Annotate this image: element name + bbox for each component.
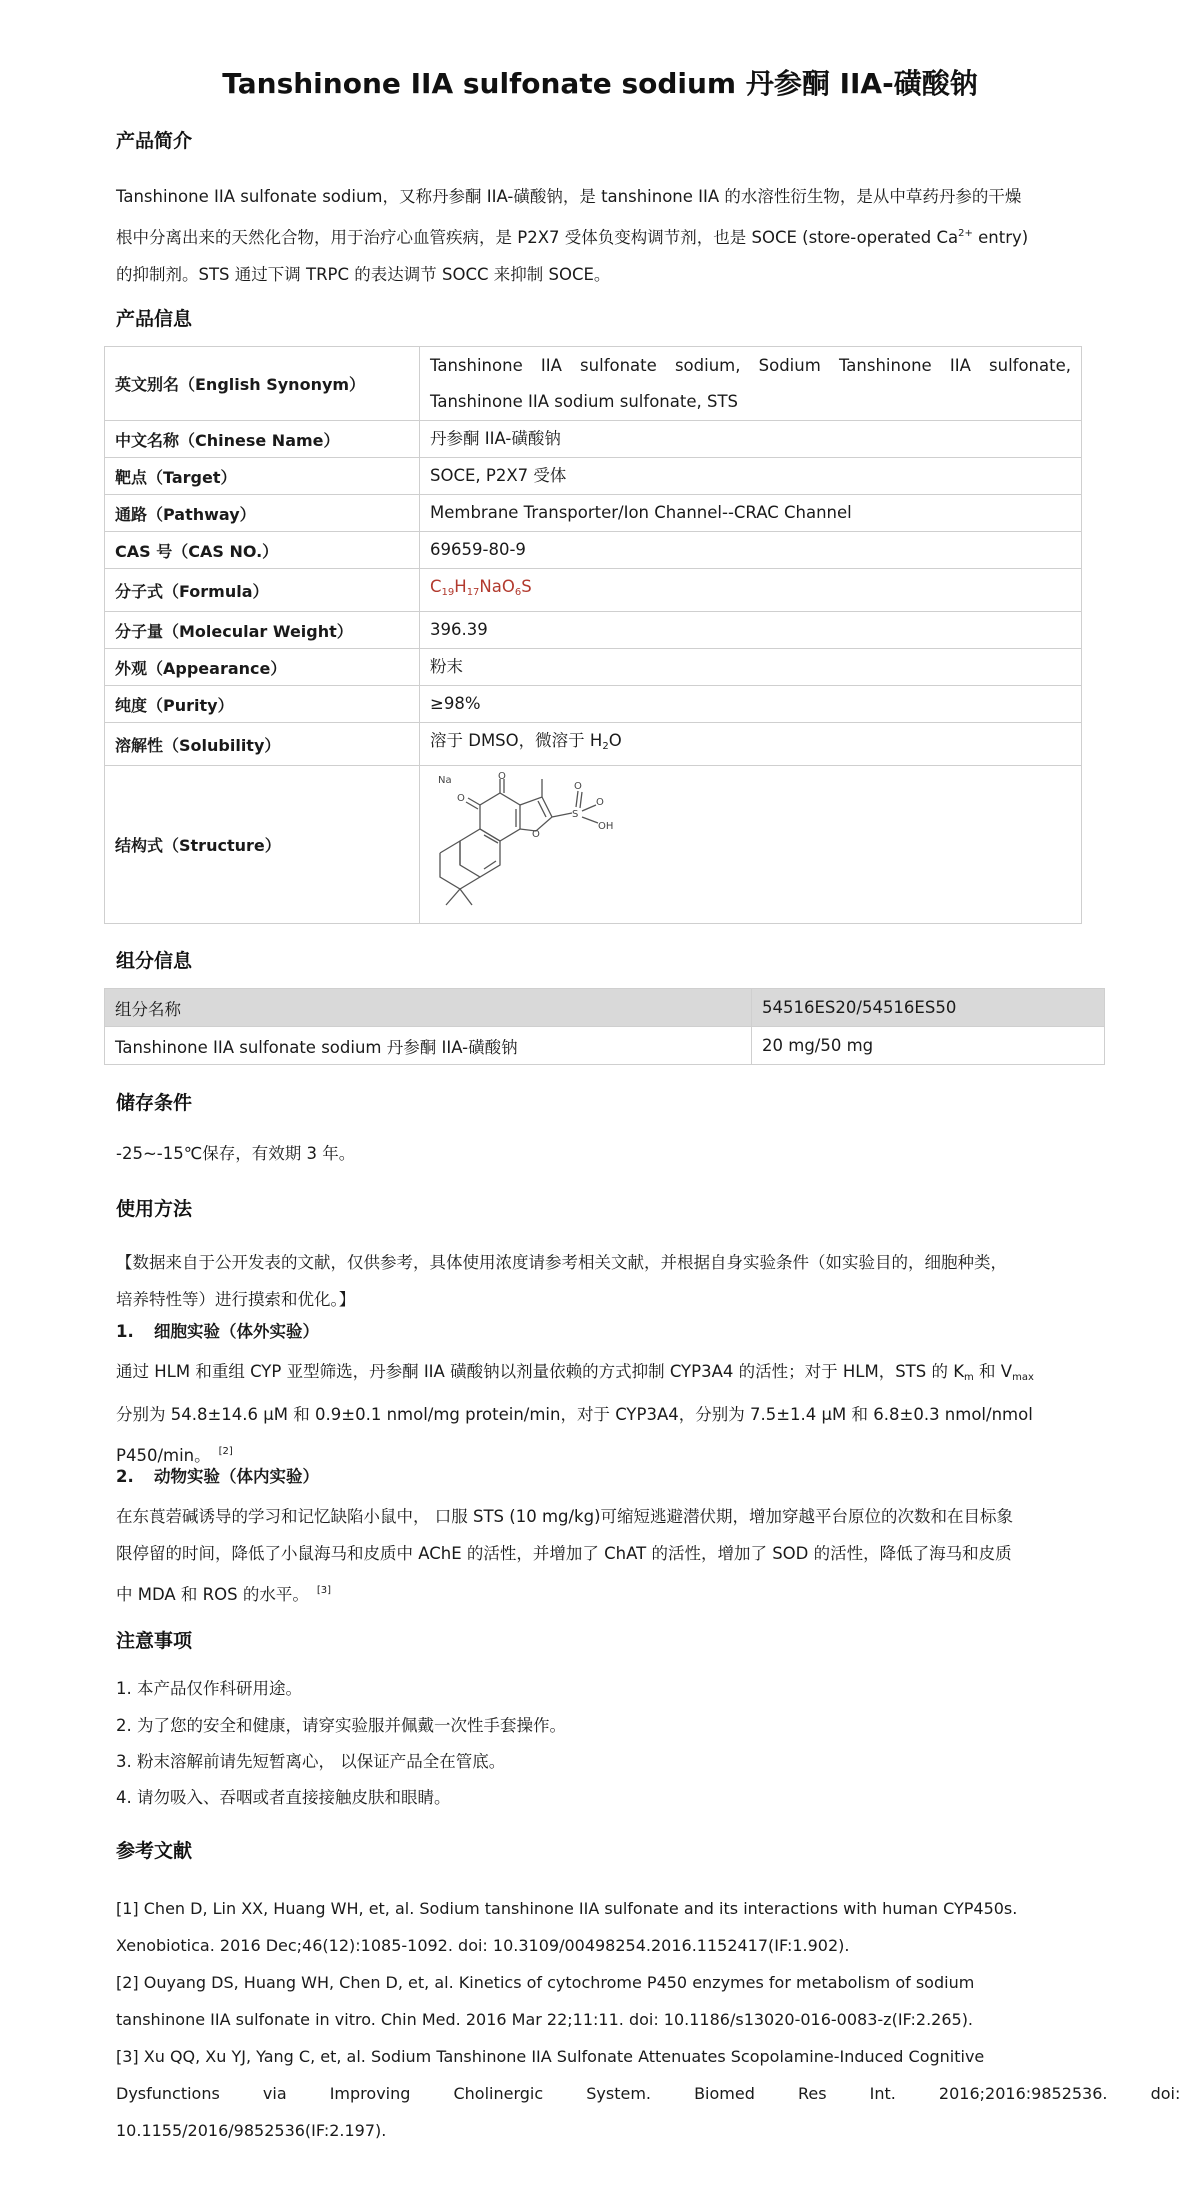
- table-row: [105, 569, 1082, 612]
- info-key: 溶解性（Solubility）: [105, 723, 420, 766]
- table-row: [105, 766, 1082, 924]
- structure-cell: [420, 766, 1082, 924]
- info-value: 69659-80-9: [420, 532, 1082, 569]
- table-row: [105, 532, 1082, 569]
- info-heading: 产品信息: [116, 308, 193, 330]
- storage-text: -25~-15℃保存，有效期 3 年。: [116, 1144, 356, 1163]
- formula-nao: NaO: [479, 577, 515, 596]
- info-key: 靶点（Target）: [105, 458, 420, 495]
- atom-label-oh: OH: [598, 820, 614, 832]
- structure-diagram: [426, 769, 646, 921]
- animal-line-1: 在东莨菪碱诱导的学习和记忆缺陷小鼠中， 口服 STS (10 mg/kg)可缩短逃避潜伏期，增加穿越平台原位的次数和在目标象: [116, 1507, 1014, 1526]
- list-item: 3. 粉末溶解前请先短暂离心， 以保证产品全在管底。: [116, 1752, 506, 1771]
- intro-line-1: Tanshinone IIA sulfonate sodium，又称丹参酮 IIA-磺酸钠，是 tanshinone IIA 的水溶性衍生物，是从中草药丹参的干燥: [116, 187, 1022, 206]
- intro-line-2-text: 根中分离出来的天然化合物，用于治疗心血管疾病，是 P2X7 受体负变构调节剂，也是 SOCE (store-operated Ca: [116, 228, 959, 247]
- info-key: 外观（Appearance）: [105, 649, 420, 686]
- intro-line-2: [116, 215, 1092, 256]
- synonym-line-1: Tanshinone IIA sulfonate sodium, Sodium Tanshinone IIA sulfonate,: [430, 355, 1071, 375]
- info-key: 分子式（Formula）: [105, 569, 420, 612]
- reference-1-line-1: [1] Chen D, Lin XX, Huang WH, et, al. Sodium tanshinone IIA sulfonate and its interactions with human CYP450s.: [116, 1899, 1018, 1918]
- formula-value: [420, 569, 1082, 612]
- animal-line-3: [116, 1572, 1092, 1613]
- table-row: [105, 686, 1082, 723]
- table-row: [105, 458, 1082, 495]
- cell-line-1-text: 通过 HLM 和重组 CYP 亚型筛选，丹参酮 IIA 磺酸钠以剂量依赖的方式抑制 CYP3A4 的活性；对于 HLM，STS 的 K: [116, 1362, 965, 1381]
- atom-label-o: O: [596, 796, 604, 808]
- references-list: [116, 1890, 1181, 2149]
- formula-sub: 17: [466, 587, 480, 598]
- cell-line-1-mid: 和 V: [973, 1362, 1013, 1381]
- atom-label-s: S: [572, 808, 579, 820]
- intro-line-2-tail: entry): [972, 228, 1029, 247]
- section-title: 细胞实验（体外实验）: [154, 1322, 319, 1341]
- column-header: 54516ES20/54516ES50: [752, 989, 1105, 1027]
- info-value: [420, 347, 1082, 421]
- solubility-text: 溶于 DMSO，微溶于 H: [430, 731, 603, 750]
- table-row: [105, 649, 1082, 686]
- cell-line-3-text: P450/min。: [116, 1446, 211, 1465]
- intro-paragraph: [116, 178, 1092, 293]
- usage-note: [116, 1244, 1092, 1318]
- reference-1-line-2: Xenobiotica. 2016 Dec;46(12):1085-1092. doi: 10.3109/00498254.2016.1152417(IF:1.902).: [116, 1936, 850, 1955]
- table-row: [105, 723, 1082, 766]
- citation-marker: [3]: [316, 1585, 332, 1596]
- component-amount: 20 mg/50 mg: [752, 1027, 1105, 1065]
- table-row: [105, 347, 1082, 421]
- section-number: 1.: [116, 1322, 134, 1341]
- usage-heading: 使用方法: [116, 1198, 193, 1220]
- info-key: 分子量（Molecular Weight）: [105, 612, 420, 649]
- table-row: [105, 421, 1082, 458]
- table-header-row: [105, 989, 1105, 1027]
- info-value: 丹参酮 IIA-磺酸钠: [420, 421, 1082, 458]
- info-value: Membrane Transporter/Ion Channel--CRAC Channel: [420, 495, 1082, 532]
- cell-line-2: 分别为 54.8±14.6 μM 和 0.9±0.1 nmol/mg protein/min，对于 CYP3A4，分别为 7.5±1.4 μM 和 6.8±0.3 nmol/nmol: [116, 1405, 1033, 1424]
- formula-s: S: [521, 577, 532, 596]
- info-value: SOCE, P2X7 受体: [420, 458, 1082, 495]
- list-item: 1. 本产品仅作科研用途。: [116, 1679, 302, 1698]
- notes-heading: 注意事项: [116, 1630, 193, 1652]
- info-key: 中文名称（Chinese Name）: [105, 421, 420, 458]
- reference-3-line-3: 10.1155/2016/9852536(IF:2.197).: [116, 2121, 387, 2140]
- storage-heading: 储存条件: [116, 1092, 193, 1114]
- info-value: 粉末: [420, 649, 1082, 686]
- solubility-tail: O: [608, 731, 622, 750]
- atom-label-o: O: [457, 792, 465, 804]
- animal-line-3-text: 中 MDA 和 ROS 的水平。: [116, 1585, 309, 1604]
- atom-label-na: Na: [438, 774, 452, 786]
- column-header: 组分名称: [105, 989, 752, 1027]
- usage-note-line-1: 【数据来自于公开发表的文献，仅供参考，具体使用浓度请参考相关文献，并根据自身实验条件（如实验目的，细胞种类，: [116, 1253, 1007, 1272]
- list-item: 2. 为了您的安全和健康，请穿实验服并佩戴一次性手套操作。: [116, 1716, 566, 1735]
- atom-label-o: O: [532, 828, 540, 840]
- info-key: 纯度（Purity）: [105, 686, 420, 723]
- references-heading: 参考文献: [116, 1840, 193, 1862]
- table-row: [105, 495, 1082, 532]
- atom-label-o: O: [574, 780, 582, 792]
- formula-sub: 2: [602, 741, 609, 752]
- cell-line-1: [116, 1353, 1092, 1396]
- animal-experiment-text: [116, 1498, 1092, 1613]
- reference-2-line-1: [2] Ouyang DS, Huang WH, Chen D, et, al. Kinetics of cytochrome P450 enzymes for metabolism of sodium: [116, 1973, 975, 1992]
- table-row: [105, 612, 1082, 649]
- formula-sub: 19: [441, 587, 455, 598]
- cell-experiment-heading: [116, 1318, 319, 1342]
- subscript: m: [964, 1372, 974, 1383]
- info-value: ≥98%: [420, 686, 1082, 723]
- synonym-line-2: Tanshinone IIA sodium sulfonate, STS: [430, 391, 738, 411]
- components-heading: 组分信息: [116, 950, 193, 972]
- reference-3-line-1: [3] Xu QQ, Xu YJ, Yang C, et, al. Sodium Tanshinone IIA Sulfonate Attenuates Scopolamine-Induced Cognitive: [116, 2047, 985, 2066]
- citation-marker: [2]: [218, 1446, 233, 1457]
- info-key: 通路（Pathway）: [105, 495, 420, 532]
- info-key: CAS 号（CAS NO.）: [105, 532, 420, 569]
- info-key: 结构式（Structure）: [105, 766, 420, 924]
- animal-line-2: 限停留的时间，降低了小鼠海马和皮质中 AChE 的活性，并增加了 ChAT 的活性，增加了 SOD 的活性，降低了海马和皮质: [116, 1544, 1012, 1563]
- product-info-table: [104, 346, 1082, 924]
- usage-note-line-2: 培养特性等）进行摸索和优化。】: [116, 1290, 356, 1309]
- formula-h: H: [454, 577, 467, 596]
- list-item: 4. 请勿吸入、吞咽或者直接接触皮肤和眼睛。: [116, 1788, 451, 1807]
- formula-c: C: [430, 577, 442, 596]
- cell-experiment-text: [116, 1353, 1092, 1474]
- animal-experiment-heading: [116, 1463, 319, 1487]
- formula-sub: 6: [514, 587, 522, 598]
- reference-2-line-2: tanshinone IIA sulfonate in vitro. Chin Med. 2016 Mar 22;11:11. doi: 10.1186/s13020-016-0083-z(IF:2.265).: [116, 2010, 974, 2029]
- reference-3-line-2: Dysfunctions via Improving Cholinergic System. Biomed Res Int. 2016;2016:9852536. doi:: [116, 2084, 1181, 2103]
- info-key: 英文别名（English Synonym）: [105, 347, 420, 421]
- page-title: Tanshinone IIA sulfonate sodium 丹参酮 IIA-磺酸钠: [222, 67, 978, 100]
- section-title: 动物实验（体内实验）: [154, 1467, 319, 1486]
- info-value: 396.39: [420, 612, 1082, 649]
- section-number: 2.: [116, 1467, 134, 1486]
- atom-label-o: O: [498, 770, 506, 782]
- intro-heading: 产品简介: [116, 130, 193, 152]
- component-name: Tanshinone IIA sulfonate sodium 丹参酮 IIA-磺酸钠: [105, 1027, 752, 1065]
- intro-line-3: 的抑制剂。STS 通过下调 TRPC 的表达调节 SOCC 来抑制 SOCE。: [116, 265, 611, 284]
- solubility-value: [420, 723, 1082, 766]
- subscript: max: [1012, 1372, 1034, 1383]
- components-table: [104, 988, 1105, 1065]
- superscript: 2+: [958, 228, 973, 239]
- table-row: [105, 1027, 1105, 1065]
